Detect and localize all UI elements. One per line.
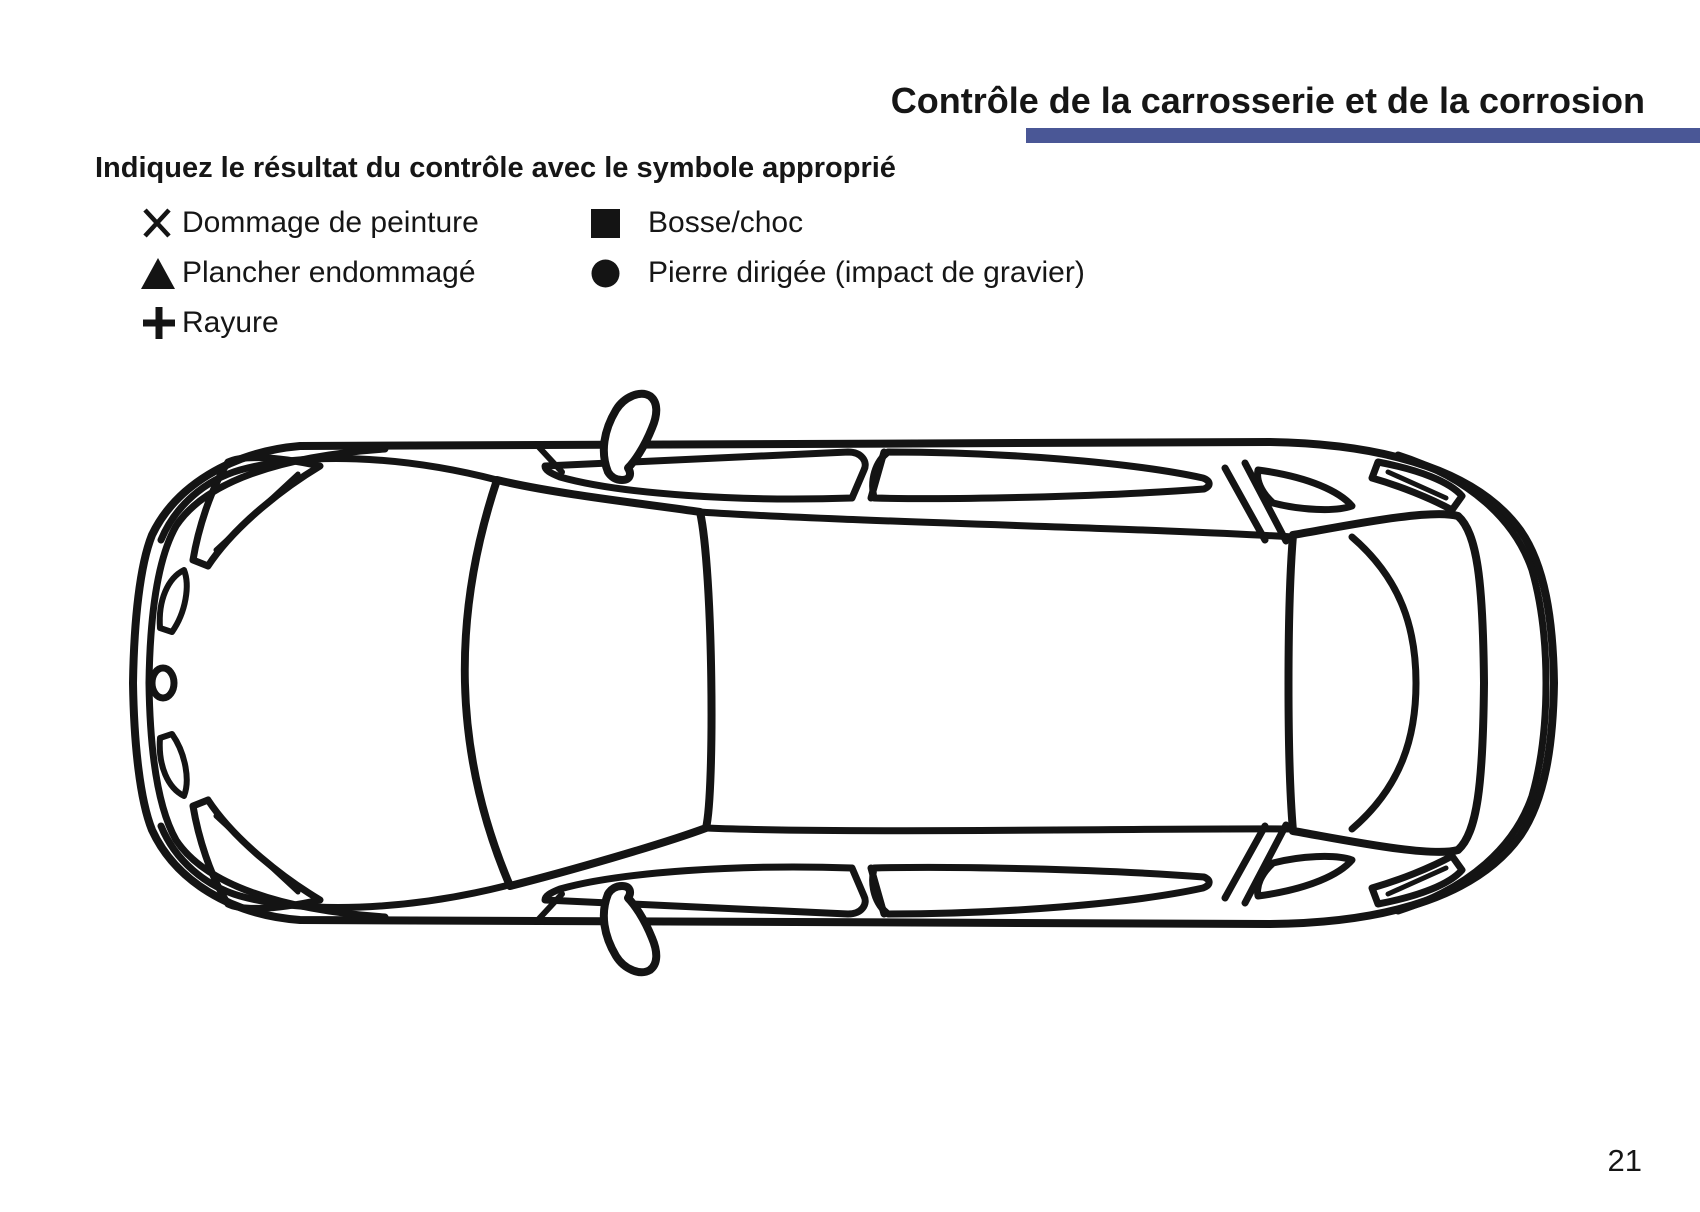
- legend-label: Plancher endommagé: [182, 256, 476, 289]
- roof-line-bottom: [706, 828, 1293, 831]
- legend-label: Bosse/choc: [648, 206, 804, 239]
- page-number: 21: [1607, 1143, 1642, 1178]
- legend-label: Dommage de peinture: [182, 206, 479, 239]
- side-window-rear-top: [873, 452, 1209, 499]
- rear-window-glass-arc: [1352, 537, 1416, 829]
- legend-label: Rayure: [182, 306, 279, 339]
- side-mirror-top: [604, 394, 656, 480]
- rear-bumper-line: [1398, 455, 1546, 911]
- front-oval: [152, 668, 174, 698]
- front-bumper-line: [149, 449, 385, 917]
- legend-label: Pierre dirigée (impact de gravier): [648, 256, 1085, 289]
- car-body-outline: [133, 442, 1554, 924]
- rear-window: [1289, 514, 1485, 852]
- side-mirror-bottom: [604, 886, 656, 972]
- windshield: [465, 480, 712, 886]
- quarter-window-bottom: [1258, 856, 1352, 896]
- quarter-window-top: [1258, 470, 1352, 510]
- side-window-front-top: [545, 452, 865, 499]
- side-window-front-bottom: [545, 867, 865, 914]
- page-title: Contrôle de la carrosserie et de la corrosion: [890, 80, 1645, 121]
- side-window-rear-bottom: [873, 867, 1209, 914]
- instruction-text: Indiquez le résultat du contrôle avec le symbole approprié: [95, 152, 896, 184]
- front-lamp-bottom: [160, 734, 187, 796]
- roof-line-top: [700, 512, 1293, 537]
- front-lamp-top: [160, 570, 187, 632]
